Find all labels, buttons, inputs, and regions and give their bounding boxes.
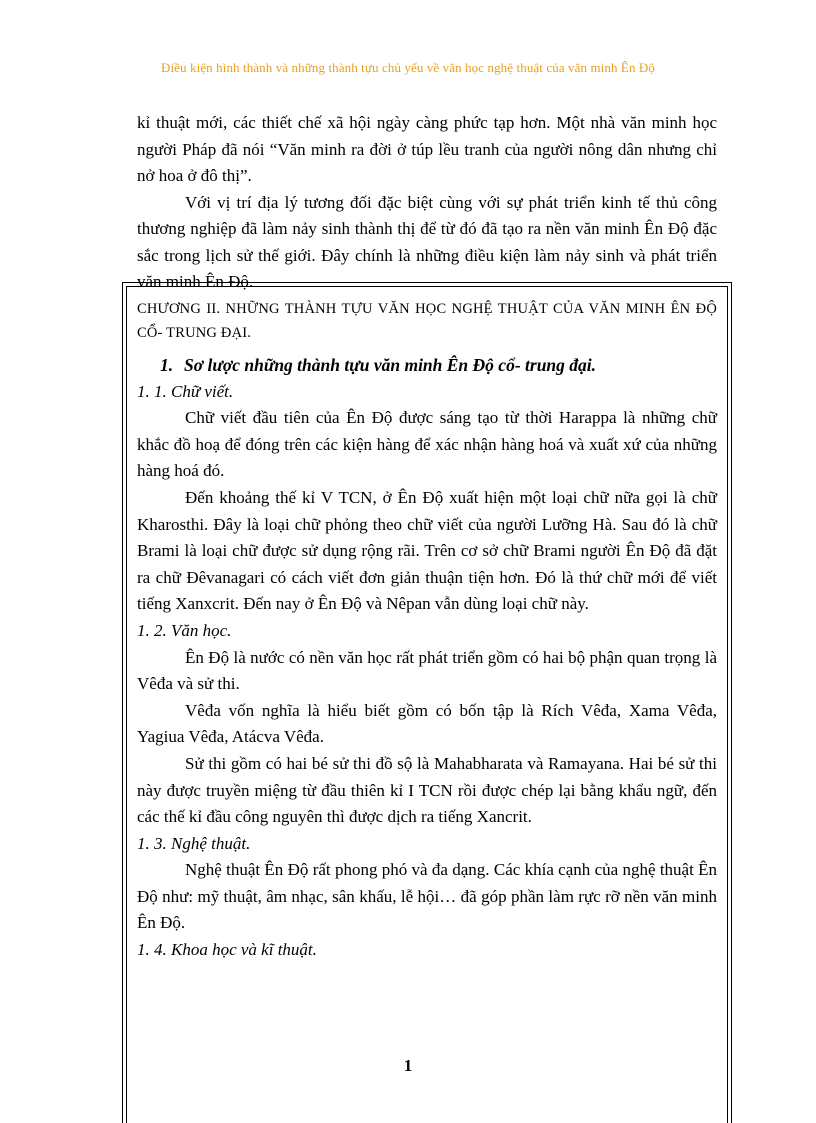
main-content: [137, 352, 717, 964]
subsection-heading: 1. 4. Khoa học và kĩ thuật.: [137, 940, 317, 960]
chapter-title: CHƯƠNG II. NHỮNG THÀNH TỰU VĂN HỌC NGHỆ THUẬT CỦA VĂN MINH ÊN ĐỘ CỔ- TRUNG ĐẠI.: [137, 301, 717, 341]
top-text-block: [137, 110, 717, 296]
subsection-heading: 1. 2. Văn học.: [137, 620, 232, 640]
subsection-heading: 1. 1. Chữ viết.: [137, 381, 234, 401]
running-header: Điều kiện hình thành và những thành tựu chủ yếu về văn học nghệ thuật của văn minh Ên Độ: [160, 60, 656, 75]
section-title: Sơ lược những thành tựu văn minh Ên Độ cổ- trung đại.: [184, 355, 597, 375]
paragraph: Đến khoảng thế kỉ V TCN, ở Ên Độ xuất hiện một loại chữ nữa gọi là chữ Kharosthi. Đây là loại chữ phỏng theo chữ viết của người Lưỡng Hà. Sau đó là chữ Brami là loại chữ được sử dụng rộng rãi. Trên cơ sở chữ Brami người Ên Độ đã đặt ra chữ Đêvanagari có cách viết đơn giản thuận tiện hơn. Đó là thứ chữ mới để viết tiếng Xanxcrit. Đến nay ở Ên Độ và Nêpan vẫn dùng loại chữ này.: [137, 487, 717, 614]
paragraph: Sử thi gồm có hai bé sử thi đồ sộ là Mahabharata và Ramayana. Hai bé sử thi này được truyền miệng từ đầu thiên kỉ I TCN rồi được chép lại bằng khẩu ngữ, đến các thế kỉ đầu công nguyên thì được dịch ra tiếng Xancrit.: [137, 753, 717, 827]
section-heading: [137, 352, 717, 379]
paragraph: kỉ thuật mới, các thiết chế xã hội ngày càng phức tạp hơn. Một nhà văn minh học người Pháp đã nói “Văn minh ra đời ở túp lều tranh của người nông dân nhưng chỉ nở hoa ở đô thị”.: [137, 113, 717, 185]
paragraph: Chữ viết đầu tiên của Ên Độ được sáng tạo từ thời Harappa là những chữ khắc đồ hoạ để đóng trên các kiện hàng để xác nhận hàng hoá và xuất xứ của những hàng hoá đó.: [137, 408, 717, 481]
page-number: 1: [403, 1056, 413, 1075]
paragraph: Ên Độ là nước có nền văn học rất phát triển gồm có hai bộ phận quan trọng là Vêđa và sử thi.: [137, 647, 717, 694]
subsection-heading: 1. 3. Nghệ thuật.: [137, 833, 251, 853]
paragraph: Nghệ thuật Ên Độ rất phong phó và đa dạng. Các khía cạnh của nghệ thuật Ên Độ như: mỹ thuật, âm nhạc, sân khấu, lễ hội… đã góp phần làm rực rỡ nền văn minh Ên Độ.: [137, 860, 717, 933]
paragraph: Với vị trí địa lý tương đối đặc biệt cùng với sự phát triển kinh tế thủ công thương nghiệp đã làm nảy sinh thành thị để từ đó đã tạo ra nền văn minh Ên Độ đặc sắc trong lịch sử thế giới. Đây chính là những điều kiện làm nảy sinh và phát triển văn minh Ên Độ.: [137, 192, 717, 291]
section-number: 1.: [160, 355, 174, 375]
paragraph: Vêđa vốn nghĩa là hiểu biết gồm có bốn tập là Rích Vêđa, Xama Vêđa, Yagiua Vêđa, Atácva Vêđa.: [137, 700, 717, 747]
